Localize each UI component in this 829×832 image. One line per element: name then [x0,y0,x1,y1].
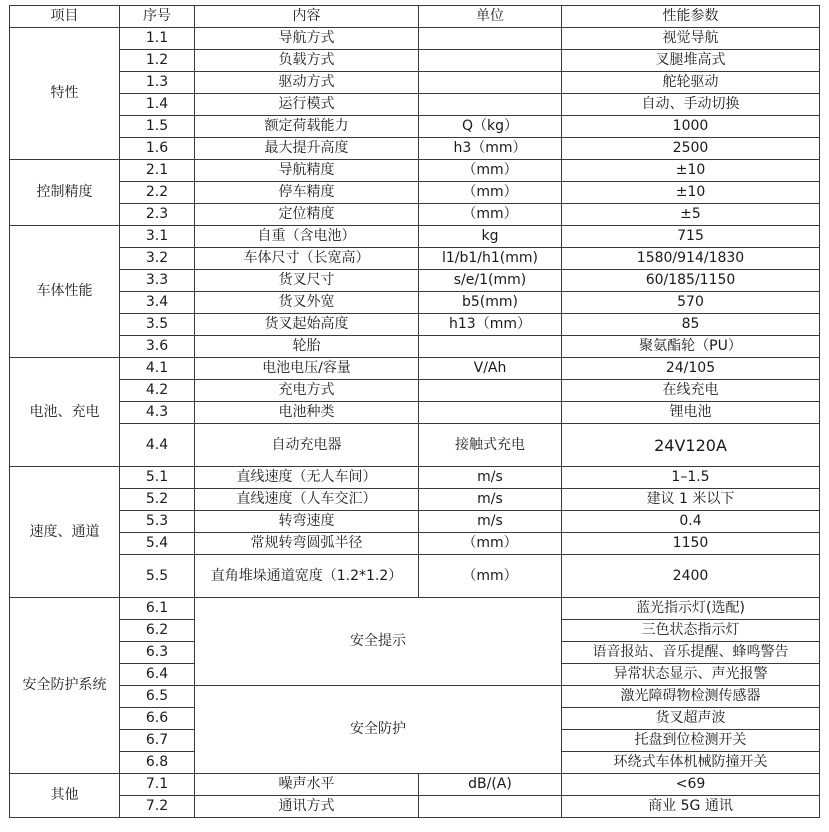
row-content: 自重（含电池） [195,226,419,248]
category-cell: 其他 [10,774,120,818]
row-parameter: 异常状态显示、声光报警 [562,664,820,686]
row-parameter: 85 [562,314,820,336]
row-content: 直线速度（无人车间） [195,467,419,489]
table-row [10,270,820,292]
row-number: 4.2 [120,380,195,402]
row-number: 3.1 [120,226,195,248]
table-row [10,774,820,796]
table-row [10,138,820,160]
row-parameter: 托盘到位检测开关 [562,730,820,752]
row-parameter: 环绕式车体机械防撞开关 [562,752,820,774]
row-parameter: 叉腿堆高式 [562,50,820,72]
row-unit: m/s [419,511,562,533]
row-unit [419,50,562,72]
category-cell: 车体性能 [10,226,120,358]
row-number: 7.2 [120,796,195,818]
row-parameter: ±10 [562,160,820,182]
spec-table [9,5,820,818]
row-unit: 接触式充电 [419,424,562,467]
row-parameter: 视觉导航 [562,28,820,50]
header-row [10,6,820,28]
category-cell: 速度、通道 [10,467,120,598]
row-parameter: 货叉超声波 [562,708,820,730]
table-row [10,314,820,336]
row-number: 4.1 [120,358,195,380]
row-parameter: 1000 [562,116,820,138]
row-unit: （mm） [419,182,562,204]
row-parameter: 24V120A [562,424,820,467]
row-number: 6.8 [120,752,195,774]
row-content: 噪声水平 [195,774,419,796]
row-content: 直线速度（人车交汇） [195,489,419,511]
row-content: 运行模式 [195,94,419,116]
row-parameter: ±5 [562,204,820,226]
row-parameter: 60/185/1150 [562,270,820,292]
row-unit [419,796,562,818]
table-row [10,424,820,467]
row-unit: h3（mm） [419,138,562,160]
row-number: 2.2 [120,182,195,204]
row-parameter: 1–1.5 [562,467,820,489]
row-number: 6.3 [120,642,195,664]
row-unit: l1/b1/h1(mm) [419,248,562,270]
row-number: 3.3 [120,270,195,292]
table-row [10,598,820,620]
table-row [10,28,820,50]
row-number: 1.4 [120,94,195,116]
row-parameter: <69 [562,774,820,796]
row-content: 转弯速度 [195,511,419,533]
table-row [10,226,820,248]
group-label: 安全提示 [195,598,562,686]
row-parameter: 三色状态指示灯 [562,620,820,642]
header-parameter: 性能参数 [562,6,820,28]
row-content: 电池种类 [195,402,419,424]
table-row [10,50,820,72]
row-unit [419,28,562,50]
row-unit: b5(mm) [419,292,562,314]
table-row [10,555,820,598]
row-content: 停车精度 [195,182,419,204]
row-number: 3.6 [120,336,195,358]
table-row [10,467,820,489]
row-number: 7.1 [120,774,195,796]
row-parameter: 570 [562,292,820,314]
row-unit: kg [419,226,562,248]
row-unit: （mm） [419,555,562,598]
row-parameter: 24/105 [562,358,820,380]
table-row [10,336,820,358]
row-parameter: 建议 1 米以下 [562,489,820,511]
header-number: 序号 [120,6,195,28]
row-parameter: 自动、手动切换 [562,94,820,116]
row-number: 1.3 [120,72,195,94]
row-content: 自动充电器 [195,424,419,467]
row-content: 最大提升高度 [195,138,419,160]
row-content: 货叉尺寸 [195,270,419,292]
row-unit: m/s [419,489,562,511]
row-content: 驱动方式 [195,72,419,94]
row-unit [419,94,562,116]
row-unit: dB/(A) [419,774,562,796]
table-row [10,204,820,226]
row-unit [419,380,562,402]
row-content: 直角堆垛通道宽度（1.2*1.2） [195,555,419,598]
row-parameter: 激光障碍物检测传感器 [562,686,820,708]
group-label: 安全防护 [195,686,562,774]
row-content: 轮胎 [195,336,419,358]
row-number: 5.2 [120,489,195,511]
table-row [10,358,820,380]
row-unit: （mm） [419,160,562,182]
row-unit: m/s [419,467,562,489]
category-cell: 电池、充电 [10,358,120,467]
row-number: 6.7 [120,730,195,752]
row-unit: Q（kg） [419,116,562,138]
row-number: 2.3 [120,204,195,226]
row-parameter: 蓝光指示灯(选配) [562,598,820,620]
row-unit [419,402,562,424]
row-number: 6.6 [120,708,195,730]
table-row [10,796,820,818]
row-unit: h13（mm） [419,314,562,336]
table-row [10,116,820,138]
row-number: 5.1 [120,467,195,489]
table-row [10,380,820,402]
row-content: 电池电压/容量 [195,358,419,380]
table-row [10,94,820,116]
row-parameter: 715 [562,226,820,248]
table-row [10,292,820,314]
row-content: 通讯方式 [195,796,419,818]
table-row [10,248,820,270]
header-content: 内容 [195,6,419,28]
row-number: 1.6 [120,138,195,160]
row-parameter: 0.4 [562,511,820,533]
row-number: 2.1 [120,160,195,182]
row-number: 6.1 [120,598,195,620]
row-parameter: 2500 [562,138,820,160]
category-cell: 特性 [10,28,120,160]
row-parameter: 商业 5G 通讯 [562,796,820,818]
row-parameter: 锂电池 [562,402,820,424]
row-parameter: ±10 [562,182,820,204]
row-number: 6.4 [120,664,195,686]
table-row [10,402,820,424]
row-number: 3.2 [120,248,195,270]
row-parameter: 聚氨酯轮（PU） [562,336,820,358]
table-row [10,533,820,555]
header-item: 项目 [10,6,120,28]
table-row [10,686,820,708]
row-parameter: 在线充电 [562,380,820,402]
row-unit: V/Ah [419,358,562,380]
row-content: 导航精度 [195,160,419,182]
row-number: 6.5 [120,686,195,708]
row-content: 定位精度 [195,204,419,226]
row-parameter: 1580/914/1830 [562,248,820,270]
row-number: 1.5 [120,116,195,138]
row-number: 5.3 [120,511,195,533]
row-unit: （mm） [419,533,562,555]
row-content: 负载方式 [195,50,419,72]
row-unit: （mm） [419,204,562,226]
row-number: 3.4 [120,292,195,314]
row-parameter: 2400 [562,555,820,598]
row-unit [419,336,562,358]
row-number: 1.2 [120,50,195,72]
row-content: 货叉起始高度 [195,314,419,336]
row-unit [419,72,562,94]
table-row [10,489,820,511]
table-row [10,160,820,182]
row-content: 车体尺寸（长宽高） [195,248,419,270]
table-row [10,182,820,204]
row-parameter: 舵轮驱动 [562,72,820,94]
table-row [10,511,820,533]
row-content: 货叉外宽 [195,292,419,314]
category-cell: 安全防护系统 [10,598,120,774]
row-number: 6.2 [120,620,195,642]
row-number: 3.5 [120,314,195,336]
header-unit: 单位 [419,6,562,28]
row-content: 导航方式 [195,28,419,50]
row-content: 充电方式 [195,380,419,402]
row-number: 5.5 [120,555,195,598]
row-number: 5.4 [120,533,195,555]
row-content: 常规转弯圆弧半径 [195,533,419,555]
row-parameter: 语音报站、音乐提醒、蜂鸣警告 [562,642,820,664]
category-cell: 控制精度 [10,160,120,226]
row-number: 1.1 [120,28,195,50]
row-content: 额定荷载能力 [195,116,419,138]
table-row [10,72,820,94]
row-unit: s/e/1(mm) [419,270,562,292]
row-number: 4.4 [120,424,195,467]
row-parameter: 1150 [562,533,820,555]
row-number: 4.3 [120,402,195,424]
